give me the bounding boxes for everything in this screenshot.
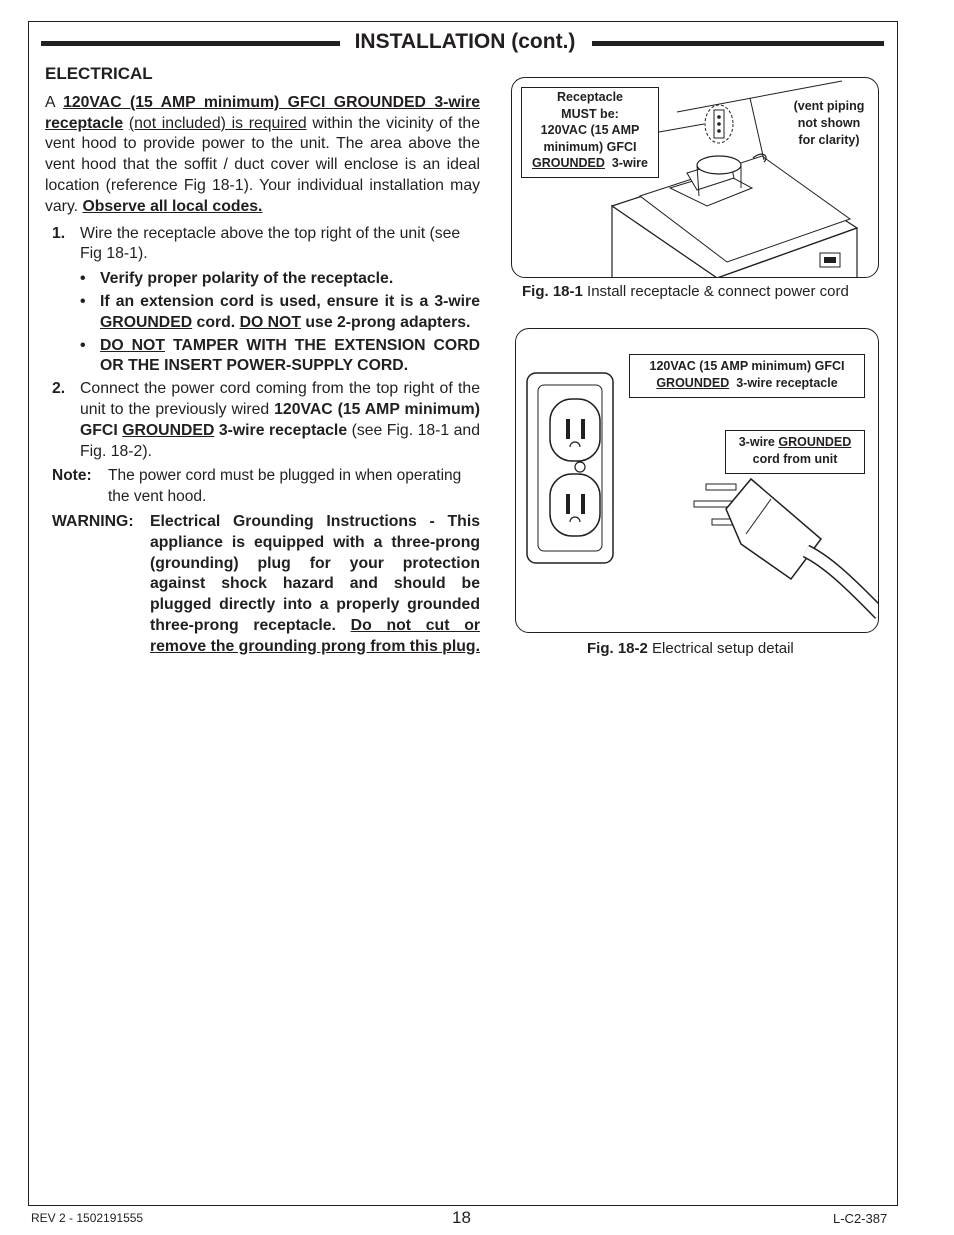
caption-label: Fig. 18-2 — [587, 640, 648, 657]
step-text: Wire the receptacle above the top right of the unit (see Fig 18-1). — [80, 224, 461, 263]
page-title: INSTALLATION (cont.) — [354, 30, 576, 53]
intro-requirement: 120VAC (15 AMP minimum) GFCI GROUNDED 3-wire receptacle — [45, 93, 480, 132]
step-2 — [45, 379, 480, 462]
step-text-b: 120VAC (15 AMP minimum) GFCI — [80, 400, 480, 439]
step-grounded: GROUNDED — [122, 421, 215, 439]
bullet-text-e: use 2-prong adapters. — [301, 313, 471, 331]
callout-grounded: GROUNDED — [656, 375, 730, 390]
step-number: 2. — [52, 380, 66, 398]
receptacle-callout — [521, 87, 659, 178]
header-rule-right — [592, 41, 884, 46]
bullet-text-c: cord. — [192, 313, 240, 331]
intro-paragraph — [45, 93, 480, 218]
vent-note-line: (vent piping — [793, 99, 865, 113]
figure-18-1-caption — [522, 283, 849, 300]
caption-label: Fig. 18-1 — [522, 283, 583, 300]
callout-line: cord from unit — [752, 451, 838, 466]
figure-18-1 — [511, 77, 879, 278]
bullet-grounded: GROUNDED — [100, 313, 193, 331]
step-number: 1. — [52, 224, 66, 242]
bullet-do-not: DO NOT — [239, 313, 301, 331]
page-number: 18 — [452, 1208, 471, 1227]
bullet-text: TAMPER WITH THE EXTENSION CORD OR THE INSERT POWER-SUPPLY CORD. — [100, 336, 481, 375]
callout-receptacle-text: 3-wire receptacle — [736, 375, 838, 390]
note — [45, 466, 480, 508]
vent-piping-note — [780, 98, 878, 149]
figure-18-2 — [515, 328, 879, 633]
step-text-e: (see Fig. 18-1 and Fig. 18-2). — [80, 421, 481, 460]
callout-grounded: GROUNDED — [778, 435, 852, 449]
callout-line: 120VAC (15 AMP minimum) GFCI — [649, 359, 845, 373]
callout-line — [630, 375, 864, 392]
intro-required: (not included) is required — [128, 114, 307, 132]
note-text: The power cord must be plugged in when operating the vent hood. — [108, 467, 462, 506]
step-text-a: Connect the power cord coming from the top right of the unit to the previously wired — [80, 380, 480, 418]
bullet-text-a: If an extension cord is used, ensure it is a 3-wire — [100, 292, 480, 310]
callout-grounded: GROUNDED — [531, 156, 605, 170]
header-rule-left — [41, 41, 340, 46]
fig2-cord-callout — [725, 430, 865, 474]
caption-text: Electrical setup detail — [647, 640, 794, 657]
step-1 — [45, 224, 480, 266]
electrical-section — [45, 64, 480, 658]
callout-line: minimum) GFCI — [543, 139, 637, 154]
document-number: L-C2-387 — [833, 1211, 888, 1226]
callout-line: Receptacle — [556, 90, 623, 104]
bullet-extension-cord: • If an extension cord is used, ensure it is a 3-wire GROUNDED cord. DO NOT use 2-prong adapters. — [80, 292, 480, 331]
warning-label: WARNING: — [52, 512, 134, 530]
vent-note-line: not shown — [797, 116, 861, 130]
observe-codes: Observe all local codes. — [82, 197, 263, 215]
section-heading: ELECTRICAL — [45, 64, 153, 83]
intro-rest: within the vicinity of the vent hood to provide power to the unit. The area above the vent hood that the soffit / duct cover will enclose is an ideal location (reference Fig 18-1). Your individual installation may vary. — [45, 114, 481, 215]
fig2-receptacle-callout — [629, 354, 865, 398]
warning — [45, 512, 480, 658]
figure-18-2-caption — [587, 640, 794, 657]
callout-line: 120VAC (15 AMP — [540, 123, 640, 137]
callout-3-wire: 3-wire — [738, 435, 779, 449]
callout-line — [522, 155, 658, 172]
revision-code: REV 2 - 1502191555 — [31, 1211, 144, 1225]
intro-a: A — [45, 93, 64, 111]
callout-line: MUST be: — [561, 106, 619, 121]
bullet-text: Verify proper polarity of the receptacle. — [100, 270, 394, 288]
bullet-tamper: • DO NOT TAMPER WITH THE EXTENSION CORD OR THE INSERT POWER-SUPPLY CORD. — [80, 336, 481, 375]
callout-3-wire: 3-wire — [611, 156, 648, 170]
callout-line — [726, 434, 864, 451]
step-text-d: 3-wire receptacle — [214, 421, 348, 439]
warning-underlined: Do not cut or remove the grounding prong from this plug. — [150, 616, 480, 655]
note-label: Note: — [52, 467, 92, 485]
bullet-polarity: • Verify proper polarity of the receptacle. — [80, 270, 394, 288]
bullet-do-not: DO NOT — [100, 336, 165, 354]
vent-note-line: for clarity) — [798, 133, 860, 147]
caption-text: Install receptacle & connect power cord — [582, 283, 849, 300]
warning-text: Electrical Grounding Instructions - This appliance is equipped with a three-prong (grounding) plug for your protection against shock hazard and should be plugged directly into a properly grounded three-prong receptacle. — [150, 512, 480, 634]
